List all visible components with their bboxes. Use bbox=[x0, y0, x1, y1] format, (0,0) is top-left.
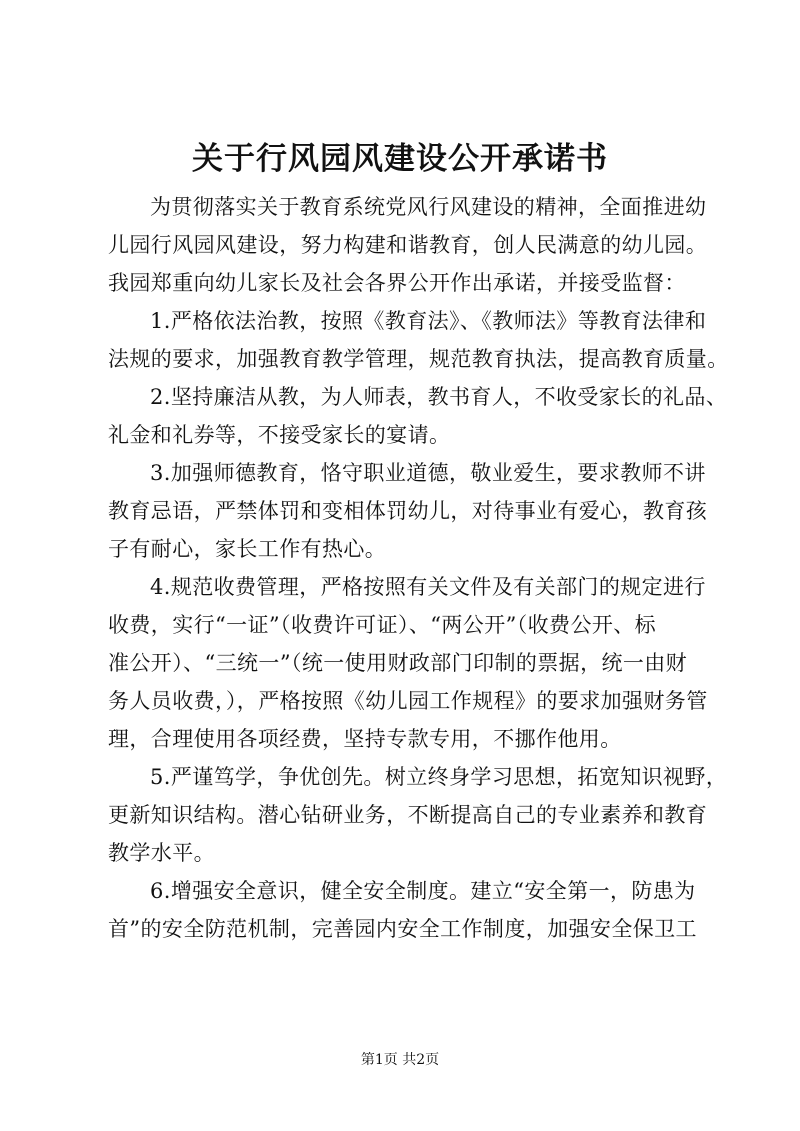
paragraph-item-1 bbox=[108, 302, 729, 378]
paragraph-line: 儿园行风园风建设，努力构建和谐教育，创人民满意的幼儿园。 bbox=[108, 233, 708, 257]
paragraph-line: 教学水平。 bbox=[108, 841, 215, 865]
paragraph-line: 理，合理使用各项经费，坚持专款专用，不挪作他用。 bbox=[108, 727, 622, 751]
paragraph-line: 我园郑重向幼儿家长及社会各界公开作出承诺，并接受监督： bbox=[108, 271, 686, 295]
paragraph-line: 为贯彻落实关于教育系统党风行风建设的精神，全面推进幼 bbox=[150, 195, 707, 219]
paragraph-line: 1.严格依法治教，按照《教育法》、《教师法》等教育法律和 bbox=[150, 309, 707, 333]
paragraph-line: 6.增强安全意识，健全安全制度。建立“安全第一，防患为 bbox=[150, 879, 696, 903]
paragraph-line: 教育忌语，严禁体罚和变相体罚幼儿，对待事业有爱心，教育孩 bbox=[108, 499, 708, 523]
paragraph-item-2 bbox=[108, 378, 728, 454]
paragraph-line: 准公开）、“三统一”（统一使用财政部门印制的票据，统一由财 bbox=[108, 651, 688, 675]
paragraph-intro bbox=[108, 188, 708, 302]
document-body bbox=[108, 188, 729, 948]
paragraph-line: 4.规范收费管理，严格按照有关文件及有关部门的规定进行 bbox=[150, 575, 706, 599]
paragraph-line: 法规的要求，加强教育教学管理，规范教育执法，提高教育质量。 bbox=[108, 347, 729, 371]
page-footer: 第1页 共2页 bbox=[360, 1052, 440, 1068]
paragraph-line: 首”的安全防范机制，完善园内安全工作制度，加强安全保卫工 bbox=[108, 917, 697, 941]
document-title: 关于行风园风建设公开承诺书 bbox=[192, 141, 608, 177]
paragraph-item-3 bbox=[108, 454, 708, 568]
paragraph-line: 3.加强师德教育，恪守职业道德，敬业爱生，要求教师不讲 bbox=[150, 461, 706, 485]
paragraph-line: 5.严谨笃学，争优创先。树立终身学习思想，拓宽知识视野， bbox=[150, 765, 728, 789]
paragraph-item-5 bbox=[108, 758, 728, 872]
paragraph-item-4 bbox=[108, 568, 708, 758]
paragraph-line: 收费，实行“一证”（收费许可证）、“两公开”（收费公开、标 bbox=[108, 613, 657, 637]
paragraph-line: 2.坚持廉洁从教，为人师表，教书育人，不收受家长的礼品、 bbox=[150, 385, 728, 409]
paragraph-line: 更新知识结构。潜心钻研业务，不断提高自己的专业素养和教育 bbox=[108, 803, 708, 827]
paragraph-line: 务人员收费，），严格按照《幼儿园工作规程》的要求加强财务管 bbox=[108, 689, 708, 713]
paragraph-line: 礼金和礼券等，不接受家长的宴请。 bbox=[108, 423, 451, 447]
paragraph-item-6 bbox=[108, 872, 708, 948]
paragraph-line: 子有耐心，家长工作有热心。 bbox=[108, 537, 387, 561]
